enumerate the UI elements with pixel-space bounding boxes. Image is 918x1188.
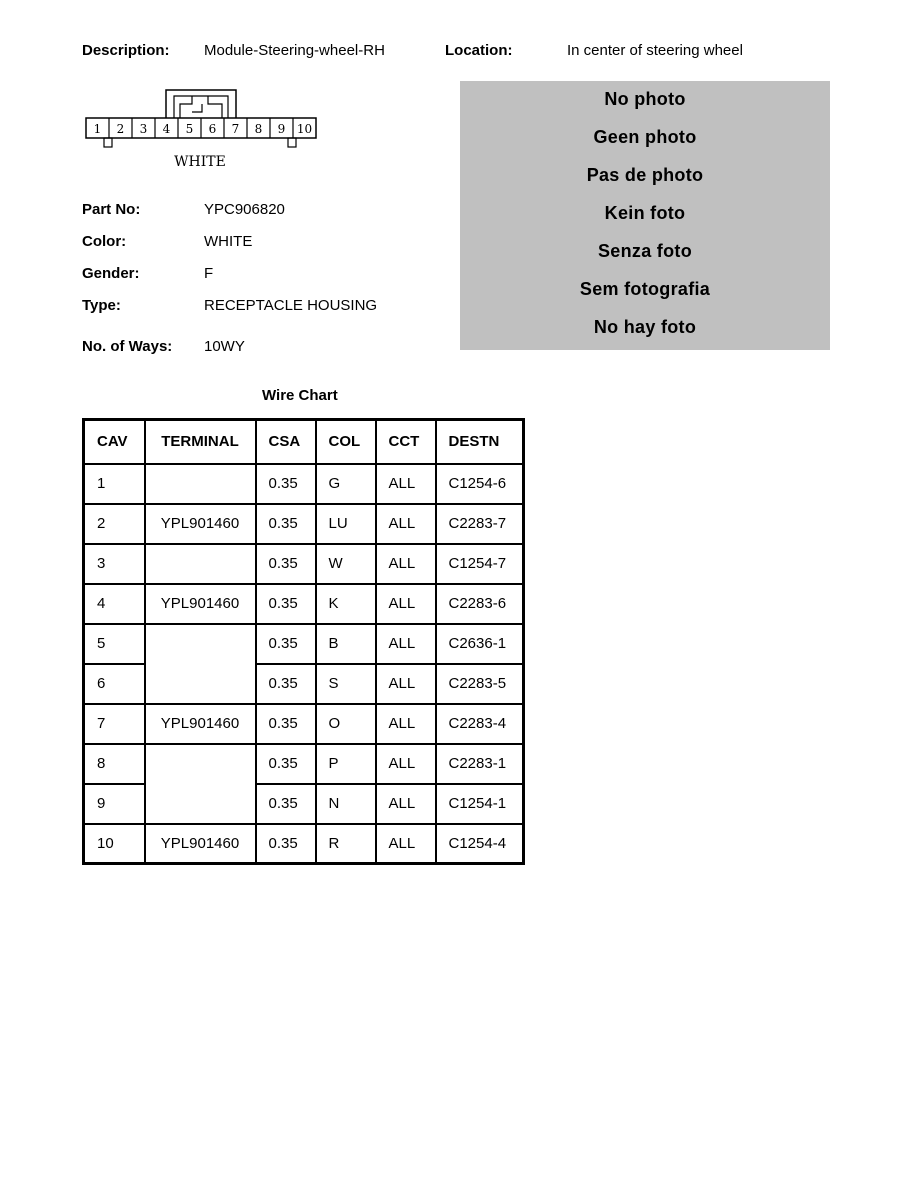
col-cell: R [316, 824, 376, 864]
type-label: Type: [82, 297, 121, 314]
no-photo-line: Pas de photo [586, 165, 704, 185]
terminal-cell [145, 464, 256, 504]
terminal-cell [145, 544, 256, 584]
location-value: In center of steering wheel [567, 42, 743, 59]
ways-label: No. of Ways: [82, 338, 173, 355]
color-value: WHITE [204, 233, 253, 250]
cav-cell: 8 [84, 744, 145, 784]
connector-latch-inner [174, 96, 228, 118]
col-cell: S [316, 664, 376, 704]
no-photo-line: No photo [604, 89, 686, 109]
no-photo-line: Kein foto [604, 203, 686, 223]
destn-cell: C2636-1 [436, 624, 524, 664]
connector-latch [166, 90, 236, 118]
destn-cell: C2283-4 [436, 704, 524, 744]
type-value: RECEPTACLE HOUSING [204, 297, 378, 314]
col-cell: G [316, 464, 376, 504]
pin-label: 9 [277, 122, 286, 136]
cct-cell: ALL [376, 584, 436, 624]
pin-label: 1 [93, 122, 102, 136]
destn-cell: C1254-4 [436, 824, 524, 864]
description-value: Module-Steering-wheel-RH [204, 42, 385, 59]
cct-cell: ALL [376, 824, 436, 864]
gender-value: F [204, 265, 214, 282]
color-label: Color: [82, 233, 127, 250]
terminal-cell: YPL901460 [145, 504, 256, 544]
destn-cell: C2283-1 [436, 744, 524, 784]
no-photo-line: Senza foto [597, 241, 692, 261]
csa-cell: 0.35 [256, 584, 316, 624]
connector-color-text: WHITE [174, 154, 226, 170]
connector-foot-left [104, 138, 112, 147]
connector-diagram [84, 86, 324, 170]
table-row [84, 704, 524, 744]
no-photo-line: Sem fotografia [579, 279, 711, 299]
terminal-cell [145, 744, 256, 824]
csa-cell: 0.35 [256, 664, 316, 704]
table-row [84, 824, 524, 864]
cct-cell: ALL [376, 544, 436, 584]
cav-cell: 2 [84, 504, 145, 544]
pin-label: 7 [231, 122, 240, 136]
cav-cell: 6 [84, 664, 145, 704]
pin-label: 3 [139, 122, 148, 136]
terminal-cell: YPL901460 [145, 704, 256, 744]
ways-value: 10WY [204, 338, 245, 355]
col-cell: O [316, 704, 376, 744]
column-header-col: COL [316, 420, 376, 464]
table-row [84, 584, 524, 624]
terminal-cell [145, 624, 256, 704]
cct-cell: ALL [376, 664, 436, 704]
part-no-value: YPC906820 [204, 201, 285, 218]
table-row [84, 464, 524, 504]
csa-cell: 0.35 [256, 464, 316, 504]
description-label: Description: [82, 42, 170, 59]
destn-cell: C2283-7 [436, 504, 524, 544]
cct-cell: ALL [376, 784, 436, 824]
column-header-cav: CAV [84, 420, 145, 464]
cct-cell: ALL [376, 464, 436, 504]
col-cell: P [316, 744, 376, 784]
no-photo-placeholder [460, 81, 830, 350]
no-photo-line: Geen photo [593, 127, 697, 147]
wire-chart-table [82, 418, 525, 865]
table-row [84, 624, 524, 664]
column-header-cct: CCT [376, 420, 436, 464]
col-cell: B [316, 624, 376, 664]
pin-label: 8 [254, 122, 263, 136]
cav-cell: 7 [84, 704, 145, 744]
table-header-row [84, 420, 524, 464]
destn-cell: C1254-7 [436, 544, 524, 584]
csa-cell: 0.35 [256, 824, 316, 864]
csa-cell: 0.35 [256, 624, 316, 664]
destn-cell: C2283-6 [436, 584, 524, 624]
csa-cell: 0.35 [256, 544, 316, 584]
cct-cell: ALL [376, 704, 436, 744]
table-row [84, 744, 524, 784]
cav-cell: 3 [84, 544, 145, 584]
pin-label: 4 [162, 122, 171, 136]
column-header-destn: DESTN [436, 420, 524, 464]
csa-cell: 0.35 [256, 784, 316, 824]
destn-cell: C1254-1 [436, 784, 524, 824]
cct-cell: ALL [376, 744, 436, 784]
wire-chart-title: Wire Chart [262, 387, 338, 404]
terminal-cell: YPL901460 [145, 824, 256, 864]
connector-foot-right [288, 138, 296, 147]
destn-cell: C1254-6 [436, 464, 524, 504]
cav-cell: 4 [84, 584, 145, 624]
cav-cell: 10 [84, 824, 145, 864]
cct-cell: ALL [376, 624, 436, 664]
pin-label: 2 [116, 122, 125, 136]
csa-cell: 0.35 [256, 704, 316, 744]
no-photo-line: No hay foto [593, 317, 697, 337]
cav-cell: 9 [84, 784, 145, 824]
gender-label: Gender: [82, 265, 140, 282]
pin-label: 5 [185, 122, 194, 136]
table-row [84, 504, 524, 544]
pin-label: 10 [296, 122, 313, 136]
pin-label: 6 [208, 122, 217, 136]
col-cell: LU [316, 504, 376, 544]
table-row [84, 544, 524, 584]
csa-cell: 0.35 [256, 744, 316, 784]
col-cell: N [316, 784, 376, 824]
terminal-cell: YPL901460 [145, 584, 256, 624]
column-header-csa: CSA [256, 420, 316, 464]
col-cell: K [316, 584, 376, 624]
csa-cell: 0.35 [256, 504, 316, 544]
location-label: Location: [445, 42, 513, 59]
cav-cell: 1 [84, 464, 145, 504]
column-header-terminal: TERMINAL [145, 420, 256, 464]
cav-cell: 5 [84, 624, 145, 664]
destn-cell: C2283-5 [436, 664, 524, 704]
cct-cell: ALL [376, 504, 436, 544]
col-cell: W [316, 544, 376, 584]
part-no-label: Part No: [82, 201, 141, 218]
